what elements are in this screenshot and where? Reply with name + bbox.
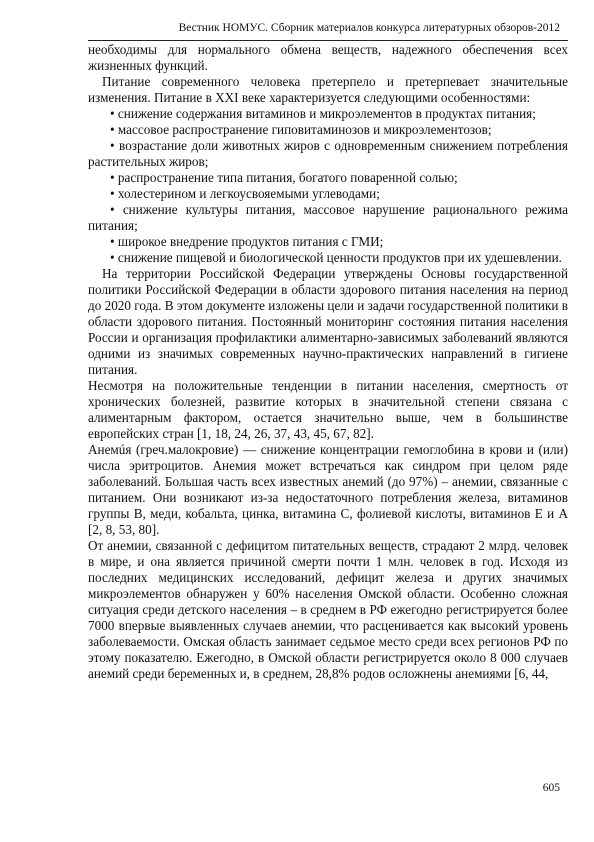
- paragraph-state-policy: На территории Российской Федерации утверждены Основы государственной политики Российской Федерации в области здорового питания населения на период до 2020 года. В этом документе изложены цели и задачи государственной политики в области здорового питания. Постоянный мониторинг состояния питания населения России и организация профилактики алиментарно-зависимых заболеваний являются одними из значимых современных научно-практических направлений в гигиене питания.: [88, 266, 568, 377]
- bullet-animal-fats: • возрастание доли животных жиров с одновременным снижением потребления растительных жиров;: [88, 138, 568, 169]
- bullet-hypovitaminosis: • массовое распространение гиповитаминозов и микроэлементозов;: [110, 122, 492, 137]
- paragraph-nutrition-intro: Питание современного человека претерпело и претерпевает значительные изменения. Питание в XXI веке характеризуется следующими особенностями:: [88, 74, 568, 105]
- bullet-vitamins: • снижение содержания витаминов и микроэлементов в продуктах питания;: [110, 106, 536, 121]
- running-header: Вестник НОМУС. Сборник материалов конкурса литературных обзоров-2012: [178, 22, 560, 34]
- paragraph-mortality: Несмотря на положительные тенденции в питании населения, смертность от хронических болезней, развитие которых в значительной степени связана с алиментарным фактором, остается значительно выше, чем в большинстве европейских стран [1, 18, 24, 26, 37, 43, 45, 67, 82].: [88, 378, 568, 441]
- paragraph-anemia-statistics: От анемии, связанной с дефицитом питательных веществ, страдают 2 млрд. человек в мире, и она является причиной смерти почти 1 млн. человек в год. Исходя из последних медицинских исследований, дефицит железа и других значимых микроэлементов обнаружен у 60% населения Омской области. Особенно сложная ситуация среди детского населения – в среднем в РФ ежегодно регистрируется более 7000 впервые выявленных случаев анемии, что расценивается как высокий уровень заболеваемости. Омская область занимает седьмое место среди всех регионов РФ по этому показателю. Ежегодно, в Омской области регистрируется около 8 000 случаев анемий среди беременных и, в среднем, 28,8% родов осложнены анемиями [6, 44,: [88, 538, 568, 681]
- bullet-salt: • распространение типа питания, богатого поваренной солью;: [110, 170, 458, 185]
- bullet-nutritional-value: • снижение пищевой и биологической ценности продуктов при их удешевлении.: [110, 250, 562, 265]
- paragraph-continuation: необходимы для нормального обмена веществ, надежного обеспечения всех жизненных функций.: [88, 42, 568, 73]
- header-rule: [88, 40, 568, 41]
- paragraph-anemia-definition: Анемúя (греч.малокровие) — снижение концентрации гемоглобина в крови и (или) числа эритроцитов. Анемия может встречаться как синдром при целом ряде заболеваний. Большая часть всех известных анемий (до 97%) – анемии, связанные с питанием. Они возникают из-за недостаточного потребления железа, витаминов группы В, меди, кобальта, цинка, витамина С, фолиевой кислоты, витаминов Е и А [2, 8, 53, 80].: [88, 442, 568, 537]
- bullet-gmo: • широкое внедрение продуктов питания с ГМИ;: [110, 234, 384, 249]
- bullet-food-culture: • снижение культуры питания, массовое нарушение рационального режима питания;: [88, 202, 568, 233]
- bullet-cholesterol: • холестерином и легкоусвояемыми углеводами;: [110, 186, 380, 201]
- page-number: 605: [542, 782, 560, 794]
- article-body: [88, 42, 568, 682]
